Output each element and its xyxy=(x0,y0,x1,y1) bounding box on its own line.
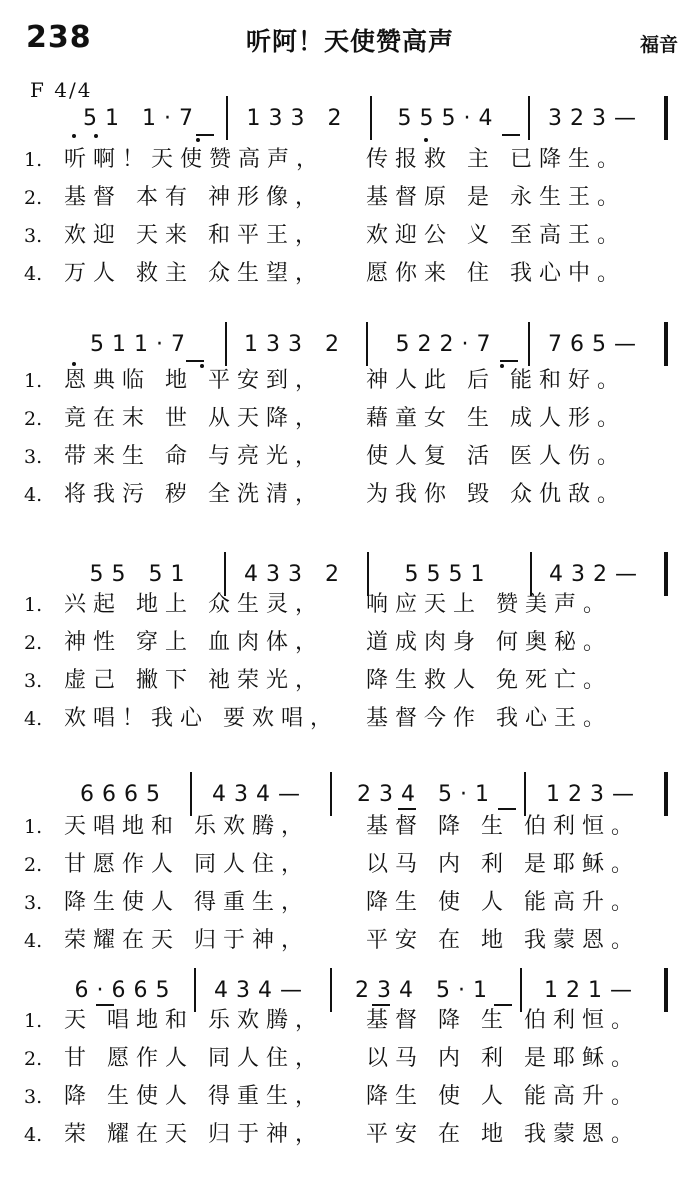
lyric-first-half: 甘愿作人 同人住， xyxy=(64,852,310,877)
lyric-line xyxy=(0,218,700,254)
verse-number: 4. xyxy=(24,263,43,285)
lyric-line xyxy=(0,663,700,699)
measure xyxy=(232,96,364,140)
barline xyxy=(528,322,530,366)
lyric-line xyxy=(0,809,700,845)
lyric-second-half: 以马 内 利 是耶稣。 xyxy=(366,1046,640,1071)
lyric-second-half: 以马 内 利 是耶稣。 xyxy=(366,852,640,877)
verse-number: 4. xyxy=(24,930,43,952)
lyric-first-half: 荣耀在天 归于神， xyxy=(64,928,310,953)
verse-number: 2. xyxy=(24,408,43,430)
notation-line xyxy=(0,96,700,140)
measure-notes: 121— xyxy=(544,977,640,1003)
measure-notes: 5551 xyxy=(404,561,493,587)
verse-number: 2. xyxy=(24,854,43,876)
lyric-second-half: 藉童女 生 成人形。 xyxy=(366,406,626,431)
notation-line xyxy=(0,322,700,366)
measure-notes: 133 2 xyxy=(246,105,350,131)
lyric-line xyxy=(0,401,700,437)
measure-notes: 434— xyxy=(214,977,310,1003)
lyric-second-half: 传报救 主 已降生。 xyxy=(366,147,626,172)
note-underline xyxy=(96,1004,114,1006)
measure-notes: 323— xyxy=(548,105,644,131)
note-underline xyxy=(196,134,214,136)
verse-number: 3. xyxy=(24,446,43,468)
lyric-first-half: 欢迎 天来 和平王， xyxy=(64,223,324,248)
lyric-line xyxy=(0,885,700,921)
lyric-second-half: 降生 使 人 能高升。 xyxy=(366,1084,640,1109)
verse-number: 3. xyxy=(24,1086,43,1108)
lyric-line xyxy=(0,477,700,513)
lyric-second-half: 平安 在 地 我蒙恩。 xyxy=(366,928,640,953)
barline xyxy=(528,96,530,140)
octave-dot xyxy=(94,134,98,138)
lyric-first-half: 天 唱地和 乐欢腾， xyxy=(64,1008,324,1033)
lyric-second-half: 平安 在 地 我蒙恩。 xyxy=(366,1122,640,1147)
lyric-second-half: 基督今作 我心王。 xyxy=(366,706,612,731)
verse-number: 4. xyxy=(24,1124,43,1146)
final-barline xyxy=(664,322,668,366)
barline xyxy=(366,322,368,366)
measure-notes: 133 2 xyxy=(244,331,347,357)
lyric-second-half: 降生救人 免死亡。 xyxy=(366,668,612,693)
measure xyxy=(231,322,360,366)
octave-dot xyxy=(72,362,76,366)
lyric-first-half: 欢唱！我心 要欢唱， xyxy=(64,706,339,731)
verse-number: 2. xyxy=(24,187,43,209)
note-underline xyxy=(494,1004,512,1006)
lyric-first-half: 恩典临 地 平安到， xyxy=(64,368,324,393)
lyric-line xyxy=(0,1079,700,1115)
measure xyxy=(534,96,658,140)
lyric-second-half: 基督原 是 永生王。 xyxy=(366,185,626,210)
lyric-first-half: 天唱地和 乐欢腾， xyxy=(64,814,310,839)
lyric-first-half: 虚己 撇下 祂荣光， xyxy=(64,668,324,693)
verse-number: 2. xyxy=(24,1048,43,1070)
octave-dot xyxy=(196,138,200,142)
lyric-first-half: 万人 救主 众生望， xyxy=(64,261,324,286)
measure-notes: 6·665 xyxy=(74,977,178,1003)
lyric-second-half: 道成肉身 何奥秘。 xyxy=(366,630,612,655)
verse-number: 1. xyxy=(24,1010,43,1032)
lyric-line xyxy=(0,847,700,883)
note-underline xyxy=(500,360,518,362)
lyric-first-half: 荣 耀在天 归于神， xyxy=(64,1122,324,1147)
lyric-second-half: 愿你来 住 我心中。 xyxy=(366,261,626,286)
measure-notes: 6665 xyxy=(80,781,168,807)
lyric-line xyxy=(0,180,700,216)
verse-number: 2. xyxy=(24,632,43,654)
measure xyxy=(376,96,522,140)
lyric-second-half: 响应天上 赞美声。 xyxy=(366,592,612,617)
lyric-second-half: 神人此 后 能和好。 xyxy=(366,368,626,393)
lyric-line xyxy=(0,1117,700,1153)
lyric-line xyxy=(0,1041,700,1077)
barline xyxy=(226,96,228,140)
hymn-number: 238 xyxy=(26,20,92,55)
lyric-line xyxy=(0,1003,700,1039)
barline xyxy=(225,322,227,366)
final-barline xyxy=(664,96,668,140)
measure-notes: 522·7 xyxy=(395,331,499,357)
lyric-second-half: 基督 降 生 伯利恒。 xyxy=(366,814,640,839)
lyric-first-half: 神性 穿上 血肉体， xyxy=(64,630,324,655)
measure-notes: 433 2 xyxy=(244,561,347,587)
lyric-line xyxy=(0,587,700,623)
lyric-line xyxy=(0,439,700,475)
lyric-first-half: 甘 愿作人 同人住， xyxy=(64,1046,324,1071)
measure-notes: 51 1·7 xyxy=(83,105,201,131)
hymn-category: 福音 xyxy=(639,34,678,56)
lyric-second-half: 欢迎公 义 至高王。 xyxy=(366,223,626,248)
verse-number: 1. xyxy=(24,816,43,838)
verse-number: 1. xyxy=(24,149,43,171)
measure-notes: 55 51 xyxy=(89,561,193,587)
lyric-line xyxy=(0,363,700,399)
lyric-second-half: 为我你 毁 众仇敌。 xyxy=(366,482,626,507)
octave-dot xyxy=(500,364,504,368)
barline xyxy=(370,96,372,140)
lyric-first-half: 带来生 命 与亮光， xyxy=(64,444,324,469)
note-underline xyxy=(502,134,520,136)
verse-number: 1. xyxy=(24,370,43,392)
lyric-first-half: 竟在末 世 从天降， xyxy=(64,406,324,431)
measure-notes: 432— xyxy=(549,561,645,587)
lyric-line xyxy=(0,625,700,661)
measure-notes: 511·7 xyxy=(90,331,193,357)
measure-notes: 234 5·1 xyxy=(355,977,495,1003)
measure xyxy=(534,322,658,366)
verse-number: 3. xyxy=(24,670,43,692)
lyric-second-half: 降生 使 人 能高升。 xyxy=(366,890,640,915)
measure-notes: 765— xyxy=(548,331,644,357)
lyric-first-half: 听啊！天使赞高声， xyxy=(64,147,326,172)
lyric-line xyxy=(0,256,700,292)
lyric-first-half: 基督 本有 神形像， xyxy=(64,185,324,210)
lyric-first-half: 兴起 地上 众生灵， xyxy=(64,592,324,617)
measure-notes: 434— xyxy=(212,781,308,807)
lyric-second-half: 使人复 活 医人伤。 xyxy=(366,444,626,469)
key-signature: F 4/4 xyxy=(30,78,93,102)
note-underline xyxy=(186,360,204,362)
octave-dot xyxy=(200,364,204,368)
lyric-first-half: 降 生使人 得重生， xyxy=(64,1084,324,1109)
lyric-first-half: 将我污 秽 全洗清， xyxy=(64,482,324,507)
lyric-second-half: 基督 降 生 伯利恒。 xyxy=(366,1008,640,1033)
octave-dot xyxy=(72,134,76,138)
verse-number: 4. xyxy=(24,708,43,730)
note-underline xyxy=(372,1004,390,1006)
measure-notes: 555·4 xyxy=(397,105,501,131)
verse-number: 4. xyxy=(24,484,43,506)
measure-notes: 123— xyxy=(546,781,642,807)
lyric-line xyxy=(0,142,700,178)
octave-dot xyxy=(424,138,428,142)
lyric-line xyxy=(0,701,700,737)
measure-notes: 234 5·1 xyxy=(357,781,497,807)
lyric-line xyxy=(0,923,700,959)
hymn-title: 听阿！天使赞高声 xyxy=(245,27,454,56)
verse-number: 3. xyxy=(24,225,43,247)
verse-number: 1. xyxy=(24,594,43,616)
note-underline xyxy=(398,808,416,810)
note-underline xyxy=(498,808,516,810)
lyric-first-half: 降生使人 得重生， xyxy=(64,890,310,915)
verse-number: 3. xyxy=(24,892,43,914)
